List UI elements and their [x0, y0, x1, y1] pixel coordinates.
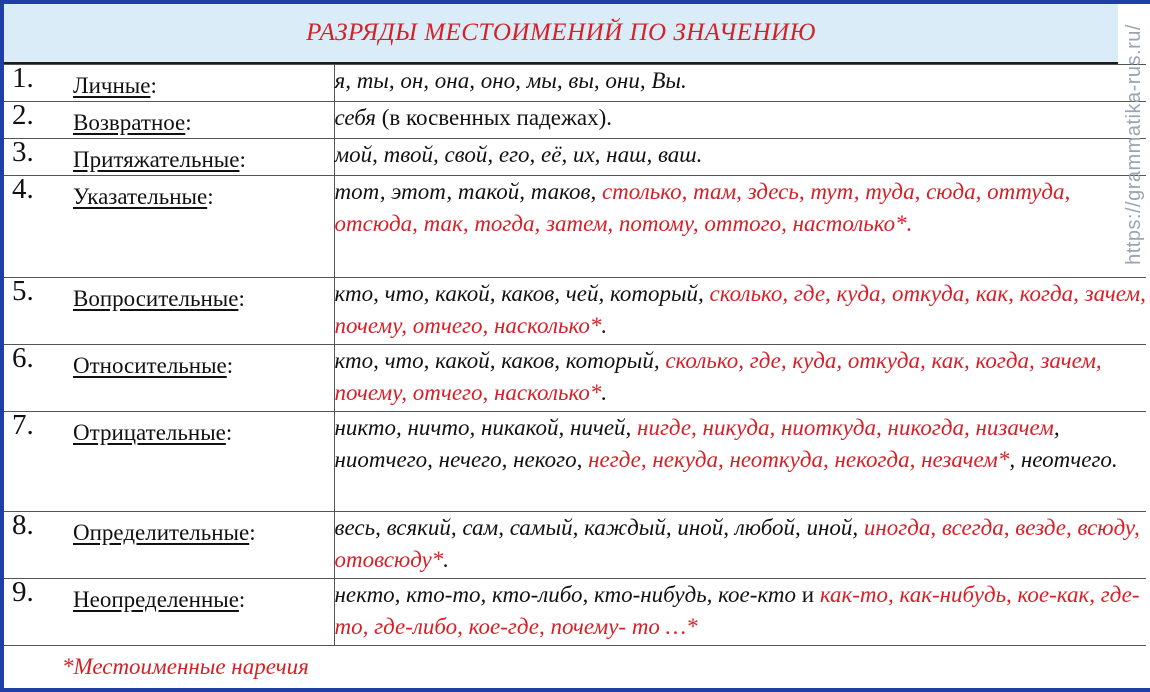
watermark: [1120, 0, 1148, 288]
pronoun-examples: мой, твой, свой, его, её, их, наш, ваш.: [334, 142, 703, 167]
pronoun-examples: (в косвенных падежах).: [376, 105, 612, 130]
row-number: 7.: [12, 409, 34, 441]
category-label: [73, 286, 245, 312]
pronoun-examples: .: [443, 547, 450, 572]
category-name: Относительные: [73, 353, 227, 378]
category-label: [73, 420, 232, 446]
page-title: РАЗРЯДЫ МЕСТОИМЕНИЙ ПО ЗНАЧЕНИЮ: [306, 19, 816, 46]
category-cell: [4, 409, 334, 512]
examples-cell: [334, 512, 1146, 579]
pronoun-examples: .: [601, 313, 608, 338]
category-name: Отрицательные: [73, 420, 226, 445]
adverb-examples: иногда, всегда, везде, всюду, отовсюду*: [334, 515, 1140, 572]
pronoun-examples: и: [801, 582, 815, 607]
category-label: [73, 184, 214, 210]
adverb-examples: столько, там, здесь, тут, туда, сюда, оттуда, отсюда, так, тогда, затем, потому, оттого, настолько*.: [334, 179, 1071, 236]
examples-cell: [334, 139, 1146, 176]
category-colon: :: [207, 184, 214, 209]
examples-cell: [334, 579, 1146, 646]
category-label: [73, 587, 245, 613]
pronoun-examples: кто, что, какой, каков, который,: [334, 348, 666, 373]
row-number: 9.: [12, 576, 34, 608]
pronoun-examples: , ниотчего, нечего, некого,: [334, 415, 1060, 472]
examples-cell: [334, 65, 1146, 102]
row-number: 3.: [12, 136, 34, 168]
category-name: Личные: [73, 73, 151, 98]
header-bar: [4, 4, 1118, 64]
category-label: [73, 73, 157, 99]
category-colon: :: [249, 520, 256, 545]
table-row: [4, 176, 1146, 278]
category-cell: [4, 99, 334, 139]
pronoun-table: [4, 64, 1146, 646]
adverb-examples: нигде, никуда, ниоткуда, никогда, низачем: [637, 415, 1054, 440]
category-cell: [4, 342, 334, 412]
category-cell: [4, 173, 334, 278]
examples-cell: [334, 176, 1146, 278]
bottom-border: [4, 688, 1150, 692]
category-colon: :: [239, 147, 246, 172]
table-row: [4, 345, 1146, 412]
pronoun-examples: .: [601, 380, 608, 405]
category-colon: :: [238, 286, 245, 311]
row-number: 2.: [12, 99, 34, 131]
category-cell: [4, 576, 334, 646]
pronoun-examples: я, ты, он, она, оно, мы, вы, они, Вы.: [334, 68, 687, 93]
category-colon: :: [185, 110, 192, 135]
category-name: Неопределенные: [73, 587, 239, 612]
category-name: Определительные: [73, 520, 250, 545]
table-row: [4, 278, 1146, 345]
category-cell: [4, 62, 334, 102]
table-row: [4, 65, 1146, 102]
pronoun-examples: весь, всякий, сам, самый, каждый, иной, любой, иной,: [334, 515, 864, 540]
adverb-examples: негде, некуда, неоткуда, некогда, незачем*: [588, 447, 1010, 472]
examples-cell: [334, 102, 1146, 139]
table-row: [4, 412, 1146, 512]
category-name: Притяжательные: [73, 147, 240, 172]
footnote: *Местоименные наречия: [62, 654, 309, 679]
category-label: [73, 520, 256, 546]
category-label: [73, 353, 233, 379]
row-number: 8.: [12, 509, 34, 541]
category-colon: :: [150, 73, 157, 98]
pronoun-examples: себя: [334, 105, 376, 130]
category-name: Указательные: [73, 184, 208, 209]
row-number: 1.: [12, 62, 34, 94]
examples-cell: [334, 278, 1146, 345]
pronoun-examples: , неотчего.: [1009, 447, 1118, 472]
pronoun-examples: некто, кто-то, кто-либо, кто-нибудь, кое-кто: [334, 582, 802, 607]
row-number: 5.: [12, 275, 34, 307]
adverb-examples: сколько, где, куда, откуда, как, когда, зачем, почему, отчего, насколько*: [334, 348, 1102, 405]
row-number: 4.: [12, 173, 34, 205]
category-colon: :: [238, 587, 246, 612]
examples-cell: [334, 345, 1146, 412]
category-name: Возвратное: [73, 110, 186, 135]
adverb-examples: сколько, где, куда, откуда, как, когда, зачем, почему, отчего, насколько*: [334, 281, 1146, 338]
table-row: [4, 139, 1146, 176]
row-number: 6.: [12, 342, 34, 374]
category-label: [73, 147, 246, 173]
category-name: Вопросительные: [73, 286, 239, 311]
category-cell: [4, 509, 334, 579]
category-colon: :: [225, 420, 233, 445]
category-cell: [4, 136, 334, 176]
category-cell: [4, 275, 334, 345]
pronoun-examples: никто, ничто, никакой, ничей,: [334, 415, 638, 440]
table-row: [4, 579, 1146, 646]
table-row: [4, 102, 1146, 139]
watermark-text: https://grammatika-rus.ru/: [1122, 23, 1145, 265]
examples-cell: [334, 412, 1146, 512]
table-row: [4, 512, 1146, 579]
pronoun-examples: тот, этот, такой, таков,: [334, 179, 602, 204]
adverb-examples: как-то, как-нибудь, кое-как, где-то, где-либо, кое-где, почему- то …*: [334, 582, 1140, 639]
pronoun-examples: кто, что, какой, каков, чей, который,: [334, 281, 710, 306]
category-label: [73, 110, 192, 136]
category-colon: :: [226, 353, 234, 378]
